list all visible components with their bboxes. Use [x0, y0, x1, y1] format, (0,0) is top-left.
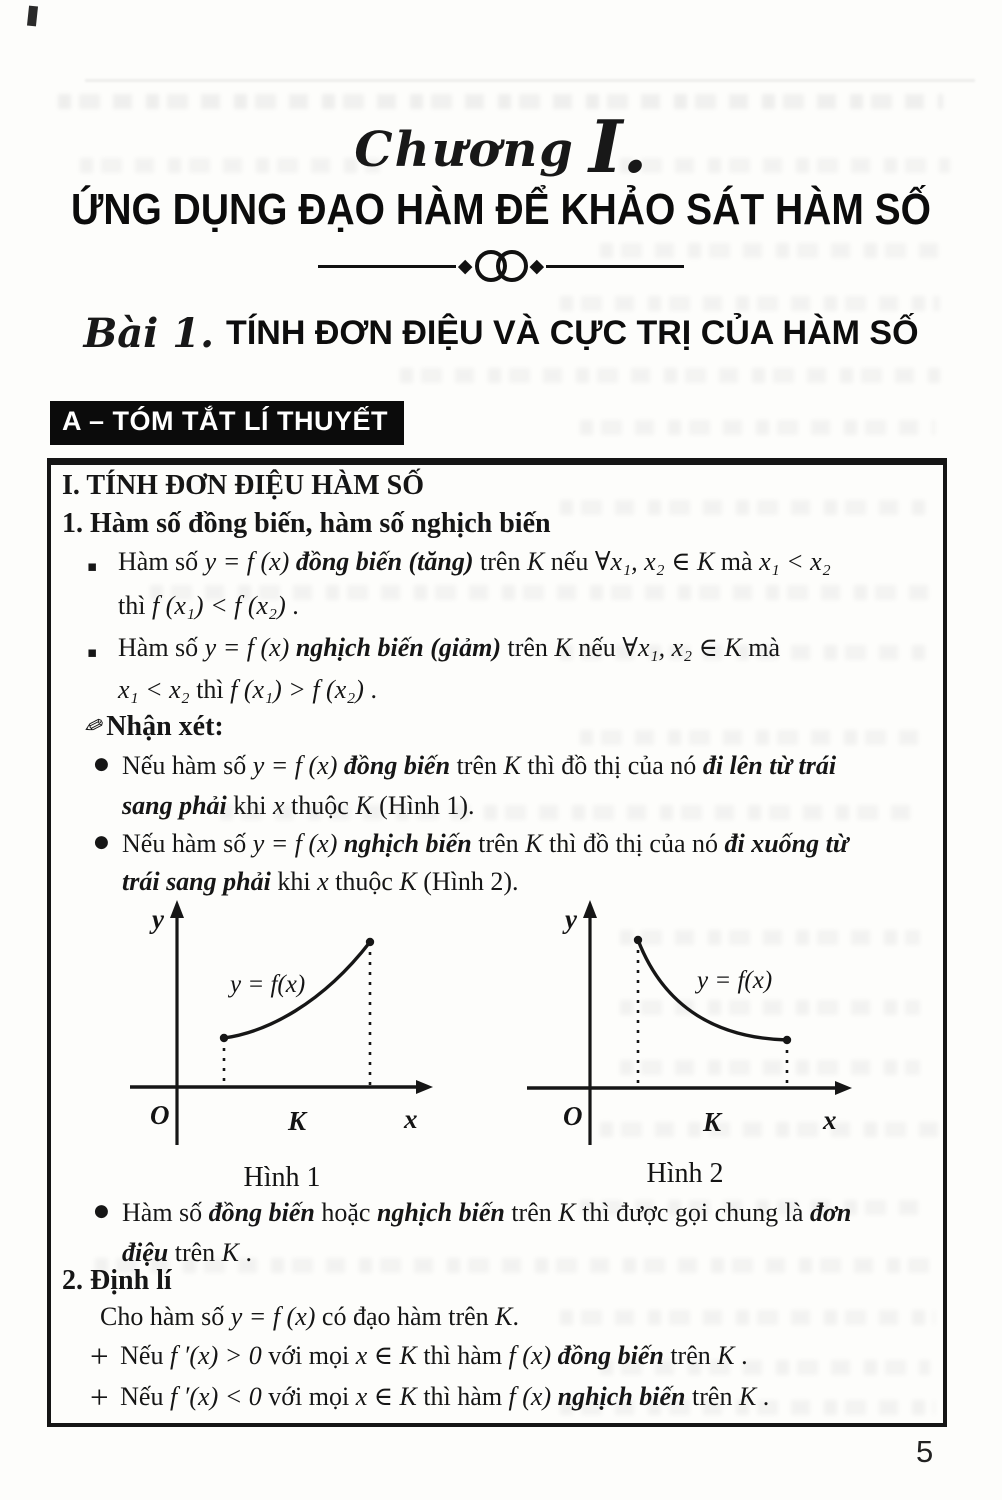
graph-increasing	[112, 892, 452, 1154]
bleedthrough-noise	[580, 420, 935, 435]
diamond-icon: ◆	[529, 254, 545, 277]
definition-text: thì f (x₁) < f (x₂) .	[118, 591, 299, 620]
round-bullet-icon: ●	[94, 1201, 109, 1221]
interval-label: K	[703, 1107, 722, 1137]
x-axis-label: x	[823, 1105, 837, 1135]
round-bullet-icon: ●	[94, 832, 109, 852]
remark-text: Nếu hàm số y = f (x) đồng biến trên K thì đồ thị của nó đi lên từ trái	[122, 751, 837, 780]
remark-increasing-line2	[122, 789, 474, 823]
y-axis-label: y	[152, 904, 164, 934]
bleedthrough-noise	[400, 368, 940, 383]
definition-text: x₁ < x₂ thì f (x₁) > f (x₂) .	[118, 675, 377, 704]
remark-heading	[80, 710, 224, 744]
monotonic-summary-line1	[94, 1196, 852, 1230]
pen-icon: ✎	[80, 711, 107, 743]
remark-text: trái sang phải khi x thuộc K (Hình 2).	[122, 867, 519, 896]
theorem-case-negative	[90, 1380, 769, 1414]
square-bullet-icon: ▪	[87, 557, 98, 575]
chapter-title: ỨNG DỤNG ĐẠO HÀM ĐỂ KHẢO SÁT HÀM SỐ	[70, 186, 932, 235]
divider-rule-left	[318, 265, 456, 268]
theory-heading-1-1: 1. Hàm số đồng biến, hàm số nghịch biến	[62, 508, 551, 539]
summary-text: điệu trên K .	[122, 1238, 252, 1267]
bleedthrough-noise	[560, 296, 940, 311]
theorem-text: + Nếu f ′(x) < 0 với mọi x ∈ K thì hàm f (x) nghịch biến trên K .	[90, 1380, 770, 1416]
definition-text: Hàm số y = f (x) đồng biến (tăng) trên K nếu ∀x₁, x₂ ∈ K mà x₁ < x₂	[118, 547, 831, 576]
theorem-text: Cho hàm số y = f (x) có đạo hàm trên K.	[100, 1302, 520, 1331]
y-axis-arrow-icon	[583, 900, 597, 918]
chapter-heading	[0, 104, 1002, 189]
origin-label: O	[563, 1101, 583, 1131]
origin-label: O	[150, 1100, 170, 1130]
theorem-text: + Nếu f ′(x) > 0 với mọi x ∈ K thì hàm f (x) đồng biến trên K .	[90, 1339, 748, 1375]
ring-icon	[496, 250, 528, 282]
section-a-label: A – TÓM TẮT LÍ THUYẾT	[50, 401, 404, 445]
figure-decreasing-graph	[505, 892, 865, 1202]
x-axis-arrow-icon	[835, 1081, 852, 1095]
graph-decreasing	[505, 892, 865, 1154]
ornament-divider	[0, 250, 1002, 282]
lesson-number: Bài 1.	[83, 310, 215, 357]
figure-increasing-graph	[112, 892, 452, 1202]
figure-caption: Hình 2	[646, 1158, 724, 1189]
bleedthrough-noise	[85, 79, 975, 82]
chapter-numeral: I.	[588, 104, 648, 189]
page-number: 5	[916, 1434, 934, 1469]
square-bullet-icon: ▪	[87, 643, 98, 661]
diamond-icon: ◆	[457, 254, 473, 277]
definition-increasing-line1	[87, 545, 831, 579]
remark-increasing-line1	[94, 749, 837, 783]
remark-text: Nếu hàm số y = f (x) nghịch biến trên K thì đồ thị của nó đi xuống từ	[122, 829, 849, 858]
lesson-title: TÍNH ĐƠN ĐIỆU VÀ CỰC TRỊ CỦA HÀM SỐ	[226, 314, 919, 352]
y-axis-arrow-icon	[170, 900, 184, 918]
remark-decreasing-line1	[94, 827, 849, 861]
theory-heading-2: 2. Định lí	[62, 1265, 172, 1296]
definition-increasing-line2	[118, 589, 299, 623]
definition-decreasing-line1	[87, 631, 781, 665]
rings-icon	[475, 250, 528, 282]
summary-text: Hàm số đồng biến hoặc nghịch biến trên K thì được gọi chung là đơn	[122, 1198, 852, 1227]
figure-caption: Hình 1	[243, 1162, 321, 1193]
interval-label: K	[288, 1106, 307, 1136]
remark-label: Nhận xét:	[106, 711, 224, 742]
round-bullet-icon: ●	[94, 754, 109, 774]
remark-text: sang phải khi x thuộc K (Hình 1).	[122, 791, 475, 820]
x-axis-arrow-icon	[416, 1080, 433, 1094]
y-axis-label: y	[565, 904, 577, 934]
theory-heading-1: I. TÍNH ĐƠN ĐIỆU HÀM SỐ	[62, 470, 424, 501]
divider-rule-right	[546, 265, 684, 268]
curve-equation-label: y = f(x)	[230, 971, 306, 998]
curve-equation-label: y = f(x)	[697, 967, 773, 994]
theorem-case-positive	[90, 1339, 748, 1373]
definition-text: Hàm số y = f (x) nghịch biến (giảm) trên K nếu ∀x₁, x₂ ∈ K mà	[118, 633, 781, 662]
definition-decreasing-line2	[118, 673, 377, 707]
chapter-word: Chương	[354, 122, 575, 178]
theorem-intro-line	[100, 1300, 519, 1334]
scan-corner-mark	[27, 6, 38, 27]
x-axis-label: x	[404, 1104, 418, 1134]
lesson-heading	[0, 310, 1002, 357]
